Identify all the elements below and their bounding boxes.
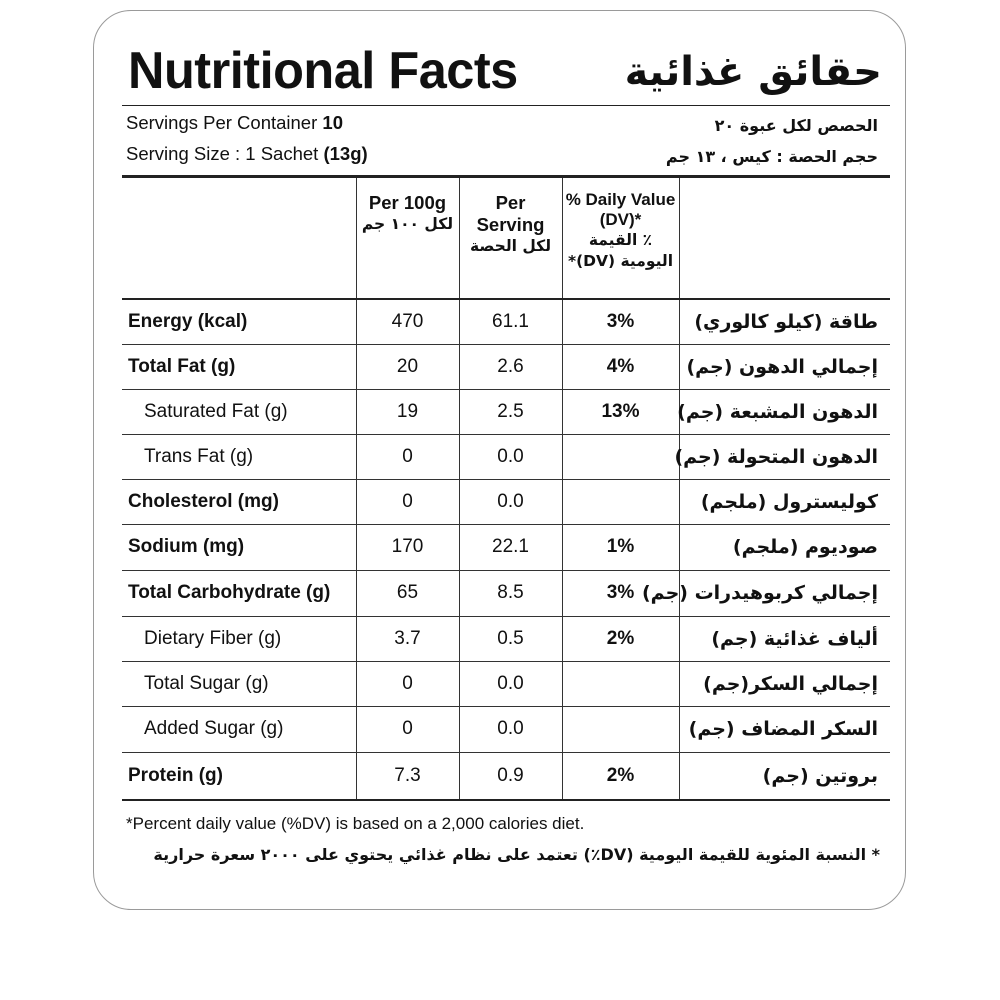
nutrient-name-arabic: إجمالي الدهون (جم) <box>679 344 890 389</box>
nutrient-name: Total Sugar (g) <box>122 661 356 706</box>
nutrient-name: Energy (kcal) <box>122 299 356 344</box>
daily-value-percent <box>562 434 679 479</box>
per-serving-value: 0.5 <box>459 616 562 661</box>
nutrient-name-arabic: السكر المضاف (جم) <box>679 706 890 752</box>
header-blank-left <box>122 178 356 299</box>
nutrient-name-arabic: إجمالي السكر(جم) <box>679 661 890 706</box>
table-row <box>122 434 890 479</box>
per-serving-value: 0.0 <box>459 706 562 752</box>
per-100g-value: 3.7 <box>356 616 459 661</box>
footnote-english: *Percent daily value (%DV) is based on a 2,000 calories diet. <box>126 814 585 833</box>
table-row <box>122 389 890 434</box>
table-row <box>122 661 890 706</box>
serving-size-arabic: حجم الحصة : كيس ، ١٣ جم <box>665 147 878 166</box>
servings-label: Servings Per Container <box>126 112 318 133</box>
nutrient-name: Sodium (mg) <box>122 524 356 570</box>
nutrient-name-arabic: إجمالي كربوهيدرات (جم) <box>679 570 890 616</box>
daily-value-percent <box>562 661 679 706</box>
nutrient-name-arabic: طاقة (كيلو كالوري) <box>679 299 890 344</box>
table-row <box>122 570 890 616</box>
table-row <box>122 706 890 752</box>
nutrient-name-arabic: الدهون المشبعة (جم) <box>679 389 890 434</box>
nutrient-name: Saturated Fat (g) <box>122 389 356 434</box>
per-100g-value: 170 <box>356 524 459 570</box>
per-100g-value: 20 <box>356 344 459 389</box>
daily-value-percent: 3% <box>562 299 679 344</box>
daily-value-percent: 3% <box>562 570 679 616</box>
servings-value: 10 <box>322 112 343 133</box>
nutrient-name: Dietary Fiber (g) <box>122 616 356 661</box>
title-english: Nutritional Facts <box>128 42 518 100</box>
nutrient-name-arabic: الدهون المتحولة (جم) <box>679 434 890 479</box>
serving-size-label: Serving Size : 1 Sachet <box>126 143 319 164</box>
footnote-arabic: * النسبة المئوية للقيمة اليومية (DV٪) تعتمد على نظام غذائي يحتوي على ٢٠٠٠ سعرة حرارية <box>153 845 880 864</box>
title-arabic: حقائق غذائية <box>624 49 882 95</box>
daily-value-percent: 2% <box>562 752 679 800</box>
header-per-serving: Per Serving لكل الحصة <box>459 178 562 299</box>
nutrient-name-arabic: ألياف غذائية (جم) <box>679 616 890 661</box>
nutrient-name-arabic: بروتين (جم) <box>679 752 890 800</box>
table-row <box>122 524 890 570</box>
serving-size <box>126 143 368 165</box>
per-100g-value: 470 <box>356 299 459 344</box>
table-row <box>122 752 890 800</box>
per-serving-value: 0.0 <box>459 661 562 706</box>
per-serving-value: 2.6 <box>459 344 562 389</box>
nutrition-table <box>122 178 890 801</box>
header-daily-value: % Daily Value (DV)* ٪ القيمة اليومية (DV)* <box>562 178 679 299</box>
table-row <box>122 616 890 661</box>
per-serving-value: 0.0 <box>459 434 562 479</box>
daily-value-percent: 1% <box>562 524 679 570</box>
per-serving-value: 22.1 <box>459 524 562 570</box>
header-per-100g: Per 100g لكل ١٠٠ جم <box>356 178 459 299</box>
per-serving-value: 61.1 <box>459 299 562 344</box>
nutrient-name-arabic: كوليسترول (ملجم) <box>679 479 890 524</box>
table-row <box>122 479 890 524</box>
serving-size-value: (13g) <box>323 143 368 164</box>
per-100g-value: 0 <box>356 706 459 752</box>
per-serving-value: 0.0 <box>459 479 562 524</box>
per-100g-value: 0 <box>356 434 459 479</box>
daily-value-percent <box>562 479 679 524</box>
daily-value-percent <box>562 706 679 752</box>
servings-per-container <box>126 112 343 134</box>
table-row <box>122 344 890 389</box>
per-100g-value: 7.3 <box>356 752 459 800</box>
title-divider <box>122 105 890 106</box>
header-blank-right <box>679 178 890 299</box>
per-100g-value: 0 <box>356 479 459 524</box>
daily-value-percent: 4% <box>562 344 679 389</box>
per-serving-value: 8.5 <box>459 570 562 616</box>
nutrient-name: Total Carbohydrate (g) <box>122 570 356 616</box>
table-row <box>122 299 890 344</box>
per-100g-value: 65 <box>356 570 459 616</box>
per-100g-value: 19 <box>356 389 459 434</box>
servings-arabic: الحصص لكل عبوة ٢٠ <box>714 116 878 135</box>
nutrient-name: Total Fat (g) <box>122 344 356 389</box>
nutrient-name: Protein (g) <box>122 752 356 800</box>
daily-value-percent: 13% <box>562 389 679 434</box>
daily-value-percent: 2% <box>562 616 679 661</box>
nutrient-name: Added Sugar (g) <box>122 706 356 752</box>
per-serving-value: 2.5 <box>459 389 562 434</box>
table-header-row <box>122 178 890 299</box>
per-serving-value: 0.9 <box>459 752 562 800</box>
nutrient-name-arabic: صوديوم (ملجم) <box>679 524 890 570</box>
nutrient-name: Cholesterol (mg) <box>122 479 356 524</box>
per-100g-value: 0 <box>356 661 459 706</box>
nutrient-name: Trans Fat (g) <box>122 434 356 479</box>
